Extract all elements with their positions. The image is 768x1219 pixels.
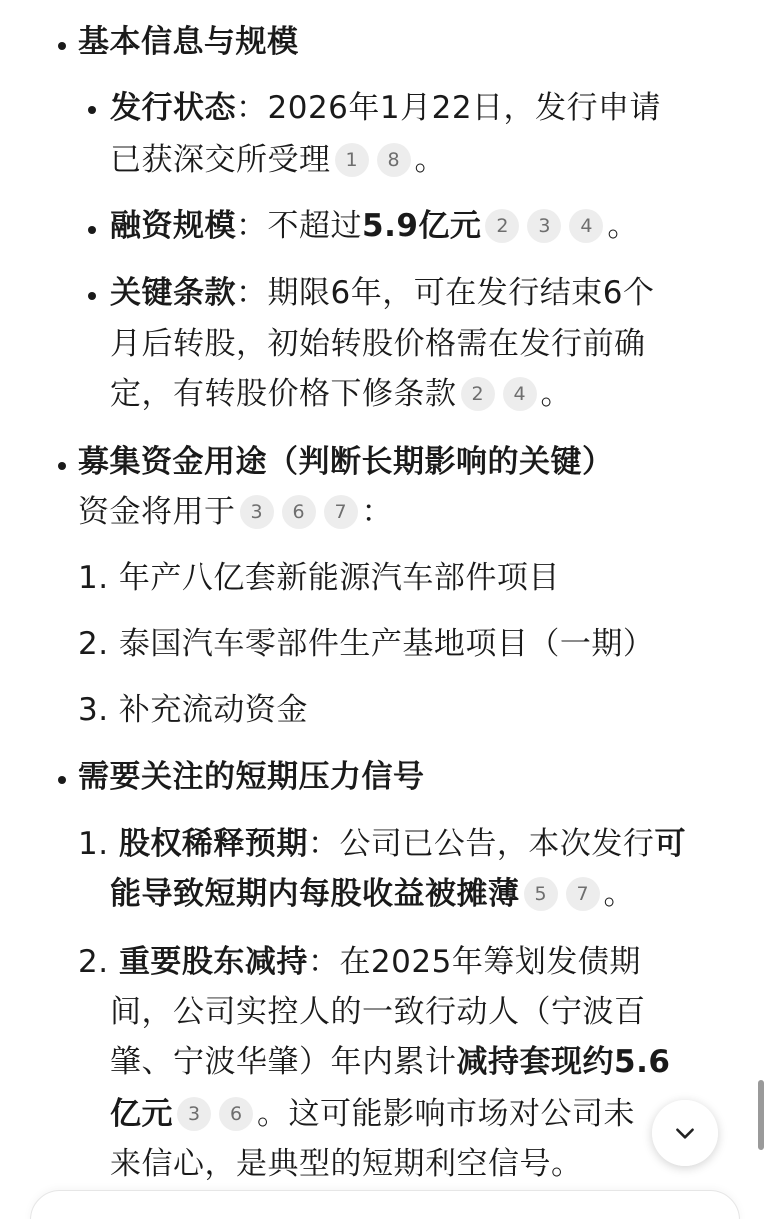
reduction-line-3: 肇、宁波华肇）年内累计减持套现约5.6 [110,1044,671,1080]
section-title-short-term-signals: 需要关注的短期压力信号 [78,759,425,795]
citation-badge[interactable]: 7 [566,877,600,911]
fund-use-item: 2. 泰国汽车零部件生产基地项目（一期） [78,626,655,662]
financing-scale-line: 融资规模：不超过5.9亿元 2 3 4 。 [110,208,639,244]
key-terms-line-3: 定，有转股价格下修条款 2 4 。 [110,376,572,412]
reduction-line-1: 2. 重要股东减持：在2025年筹划发债期 [78,944,641,980]
issue-status-line-1: 发行状态：2026年1月22日，发行申请 [110,90,662,126]
citation-badge[interactable]: 2 [461,377,495,411]
bullet [88,106,96,114]
citation-badge[interactable]: 6 [219,1097,253,1131]
citation-badge[interactable]: 3 [527,209,561,243]
dilution-line-2: 能导致短期内每股收益被摊薄 5 7 。 [110,876,635,912]
citation-badge[interactable]: 1 [335,143,369,177]
bullet [88,292,96,300]
section-title-basic-info: 基本信息与规模 [78,24,299,60]
chat-input-box[interactable] [30,1190,740,1219]
scroll-to-bottom-button[interactable] [652,1100,718,1166]
issue-status-line-2: 已获深交所受理 1 8 。 [110,142,446,178]
bullet [58,42,66,50]
scrollbar[interactable] [758,1080,764,1150]
fund-use-item: 1. 年产八亿套新能源汽车部件项目 [78,560,560,596]
citation-badge[interactable]: 5 [524,877,558,911]
citation-badge[interactable]: 4 [503,377,537,411]
citation-badge[interactable]: 3 [177,1097,211,1131]
section-title-fund-use: 募集资金用途（判断长期影响的关键） [78,444,614,480]
citation-badge[interactable]: 2 [485,209,519,243]
key-terms-line-2: 月后转股，初始转股价格需在发行前确 [110,326,646,362]
reduction-line-5: 来信心，是典型的短期利空信号。 [110,1146,583,1182]
citation-badge[interactable]: 6 [282,495,316,529]
dilution-line-1: 1. 股权稀释预期：公司已公告，本次发行可 [78,826,686,862]
citation-badge[interactable]: 3 [240,495,274,529]
chevron-down-icon [672,1120,698,1146]
fund-use-item: 3. 补充流动资金 [78,692,308,728]
citation-badge[interactable]: 7 [324,495,358,529]
citation-badge[interactable]: 8 [377,143,411,177]
key-terms-line-1: 关键条款：期限6年，可在发行结束6个 [110,275,655,311]
bullet [88,226,96,234]
reduction-line-2: 间，公司实控人的一致行动人（宁波百 [110,994,646,1030]
reduction-line-4: 亿元 3 6 。这可能影响市场对公司未 [110,1096,635,1132]
bullet [58,462,66,470]
bullet [58,776,66,784]
fund-use-intro: 资金将用于 3 6 7 ： [78,494,393,530]
citation-badge[interactable]: 4 [569,209,603,243]
